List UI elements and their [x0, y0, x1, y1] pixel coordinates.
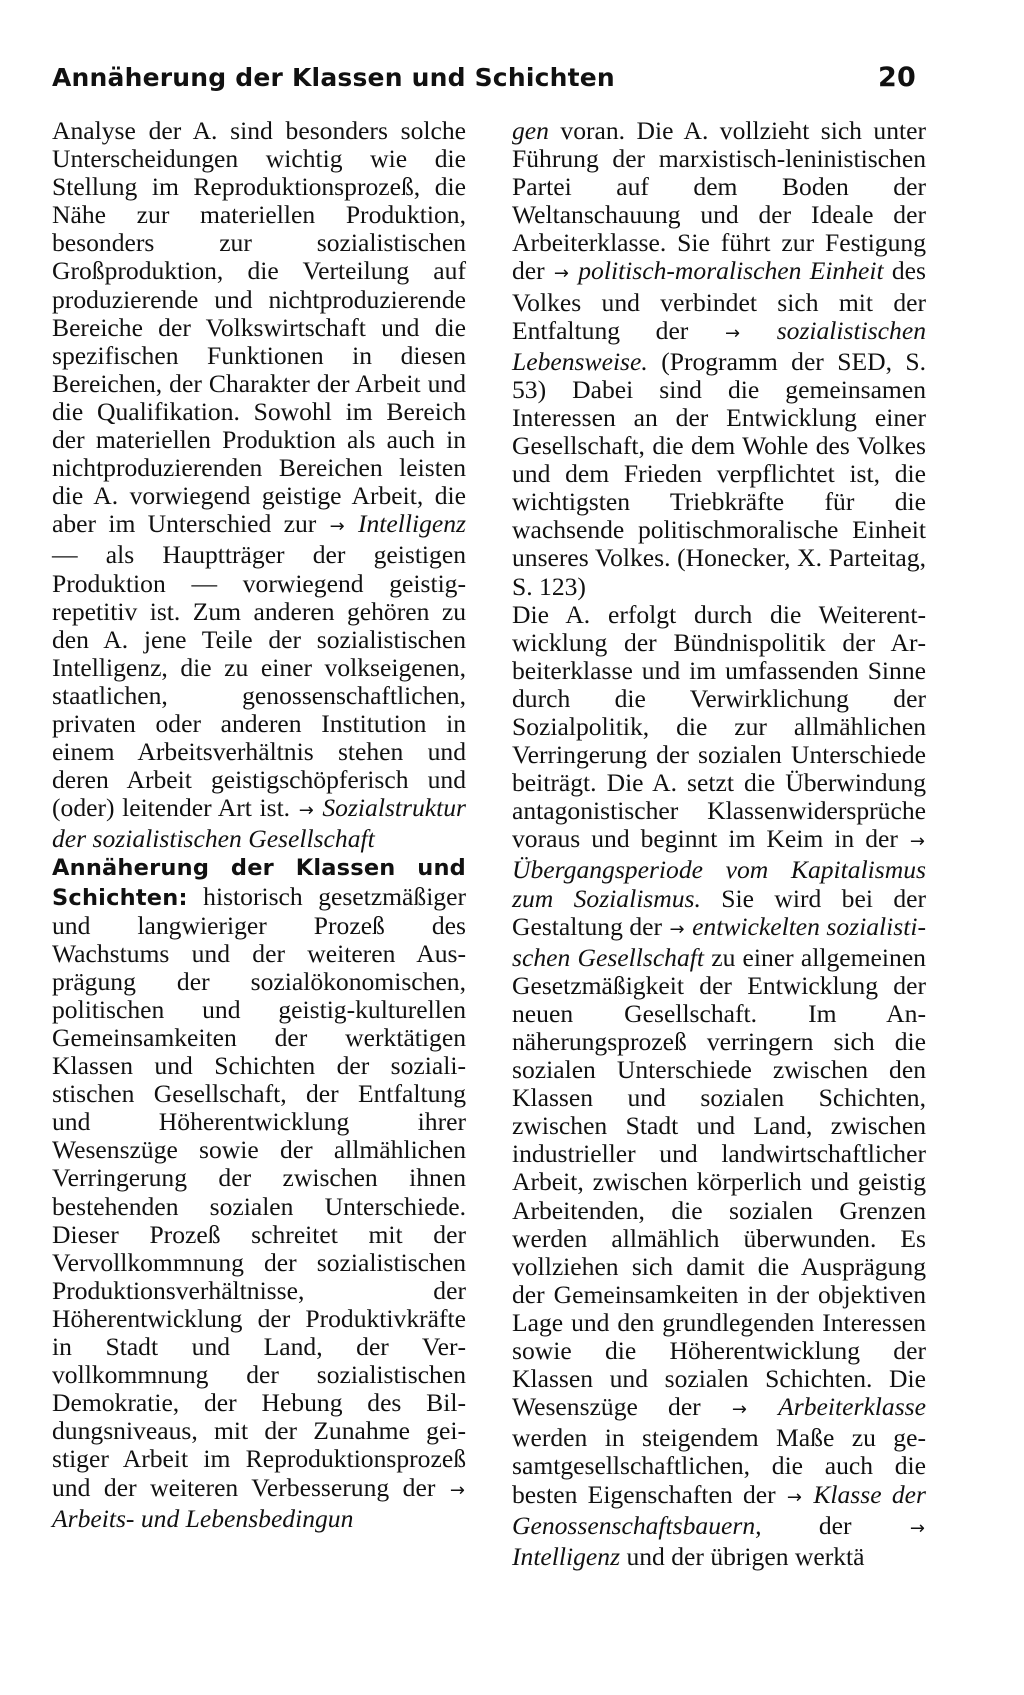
- body-text: werden in steigendem Maße zu gesamtgesellschaftlichen, die auch die besten Eigenschaften der: [512, 1423, 926, 1509]
- right-column: [512, 117, 926, 1571]
- cross-reference-arrow-icon: →: [298, 800, 314, 822]
- body-text: und der übrigen werktä: [626, 1541, 865, 1571]
- cross-reference-link[interactable]: Arbeits- und Lebensbedingun: [52, 1503, 354, 1533]
- paragraph: [512, 601, 926, 1571]
- body-text: Sie wird bei der Gestaltung der: [512, 883, 927, 941]
- cross-reference-arrow-icon: →: [786, 1486, 803, 1508]
- cross-reference-link[interactable]: Arbeiterklasse: [778, 1392, 926, 1422]
- body-text: des Volkes und verbindet sich mit der Entfaltung der: [512, 256, 926, 345]
- cross-reference-link[interactable]: Übergangsperiode vom Kapitalismus zum Sozialismus.: [512, 855, 926, 913]
- cross-reference-arrow-icon: →: [553, 263, 570, 285]
- cross-reference-arrow-icon: →: [449, 1479, 465, 1501]
- body-text: — als Hauptträger der geistigen Produktion — vorwiegend geistig-repetitiv ist. Zum anderen gehören zu den A. jene Teile der sozialistischen Intelligenz, die zu einer volkseigenen, staatlichen, genossenschaftlichen, privaten oder anderen Institution in einem Arbeitsverhältnis stehen und deren Arbeit geistigschöpferisch und (oder) leitender Art ist.: [52, 540, 466, 823]
- cross-reference-link[interactable]: Klasse der Genossenschaftsbauern,: [512, 1479, 926, 1540]
- cross-reference-arrow-icon: →: [909, 831, 926, 853]
- paragraph: [512, 117, 926, 601]
- page-number: 20: [878, 62, 916, 93]
- left-column: [52, 117, 466, 1533]
- page-header-title: Annäherung der Klassen und Schichten: [52, 63, 615, 92]
- body-text: (Programm der SED, S. 53) Dabei sind die gemeinsamen Interessen an der Entwicklung einer Gesellschaft, die dem Wohle des Volkes und dem Frieden verpflichtet ist, die wichtigsten Triebkräfte für die wachsende politischmoralische Einheit unseres Volkes. (Honecker, X. Parteitag, S. 123): [512, 346, 927, 601]
- body-text: Analyse der A. sind besonders solche Unterscheidungen wichtig wie die Stellung im Reproduktionsprozeß, die Nähe zur materiellen Produktion, besonders zur sozialistischen Großproduktion, die Verteilung auf produzierende und nichtproduzierende Bereiche der Volkswirtschaft und die spezifischen Funktionen in diesen Bereichen, der Charakter der Arbeit und die Qualifikation. Sowohl im Bereich der materiellen Produktion als auch in nichtproduzierenden Bereichen leisten die A. vorwiegend geistige Arbeit, die aber im Unterschied zur: [52, 116, 466, 539]
- running-head: [52, 62, 916, 102]
- cross-reference-arrow-icon: →: [724, 322, 741, 344]
- dictionary-entry: [52, 853, 466, 1532]
- body-text: historisch gesetzmäßiger und langwieriger Prozeß des Wachstums und der weiteren Ausprägung der sozialökonomischen, politischen und geistig-kulturellen Gemeinsamkeiten der werktätigen Klassen und Schichten der sozialistischen Gesellschaft, der Entfaltung und Höherentwicklung ihrer Wesenszüge sowie der allmählichen Verringerung der zwischen ihnen bestehenden sozialen Unterschiede. Dieser Prozeß schreitet mit der Vervollkommnung der sozialistischen Produktionsverhältnisse, der Höherentwicklung der Produktivkräfte in Stadt und Land, der Vervollkommnung der sozialistischen Demokratie, der Hebung des Bildungsniveaus, mit der Zunahme geistiger Arbeit im Reproduktionsprozeß und der weiteren Verbesserung der: [52, 881, 466, 1502]
- body-text: Die A. erfolgt durch die Weiterentwicklung der Bündnispolitik der Arbeiterklasse und im umfassenden Sinne durch die Verwirklichung der Sozialpolitik, die zur allmählichen Verringerung der sozialen Unterschiede beiträgt. Die A. setzt die Überwindung antagonistischer Klassenwidersprüche voraus und beginnt im Keim in der: [512, 599, 926, 854]
- body-text: voran. Die A. vollzieht sich unter Führung der marxistisch-leninistischen Partei auf dem Boden der Weltanschauung und der Ideale der Arbeiterklasse. Sie führt zur Festigung der: [512, 116, 926, 286]
- cross-reference-link[interactable]: Intelligenz: [357, 509, 466, 539]
- paragraph: [52, 117, 466, 853]
- cross-reference-link[interactable]: entwickelten sozialistischen Gesellschaft: [512, 911, 926, 972]
- cross-reference-link[interactable]: politisch-moralischen Einheit: [578, 256, 884, 286]
- body-text: zu einer allgemeinen Gesetzmäßigkeit der Entwicklung der neuen Gesellschaft. Im Annäherungsprozeß verringern sich die sozialen Unterschiede zwischen den Klassen und sozialen Schichten, zwischen Stadt und Land, zwischen industrieller und landwirtschaftlicher Arbeit, zwischen körperlich und geistig Arbeitenden, die sozialen Grenzen werden allmählich überwunden. Es vollziehen sich damit die Ausprägung der Gemeinsamkeiten in der objektiven Lage und den grundlegenden Interessen sowie die Höherentwicklung der Klassen und sozialen Schichten. Die Wesenszüge der: [512, 942, 926, 1422]
- body-text: der: [818, 1510, 852, 1540]
- entry-headword: Annäherung der Klassen und Schichten:: [52, 855, 466, 911]
- cross-reference-arrow-icon: →: [731, 1399, 747, 1421]
- cross-reference-link[interactable]: sozialistischen Lebensweise.: [512, 315, 926, 376]
- cross-reference-arrow-icon: →: [909, 1517, 925, 1539]
- cross-reference-link[interactable]: Sozialstruktur der sozialistischen Gesellschaft: [52, 793, 467, 854]
- cross-reference-link[interactable]: gen: [512, 116, 549, 145]
- cross-reference-arrow-icon: →: [329, 516, 345, 538]
- cross-reference-link[interactable]: Intelligenz: [512, 1541, 621, 1571]
- cross-reference-arrow-icon: →: [669, 918, 685, 940]
